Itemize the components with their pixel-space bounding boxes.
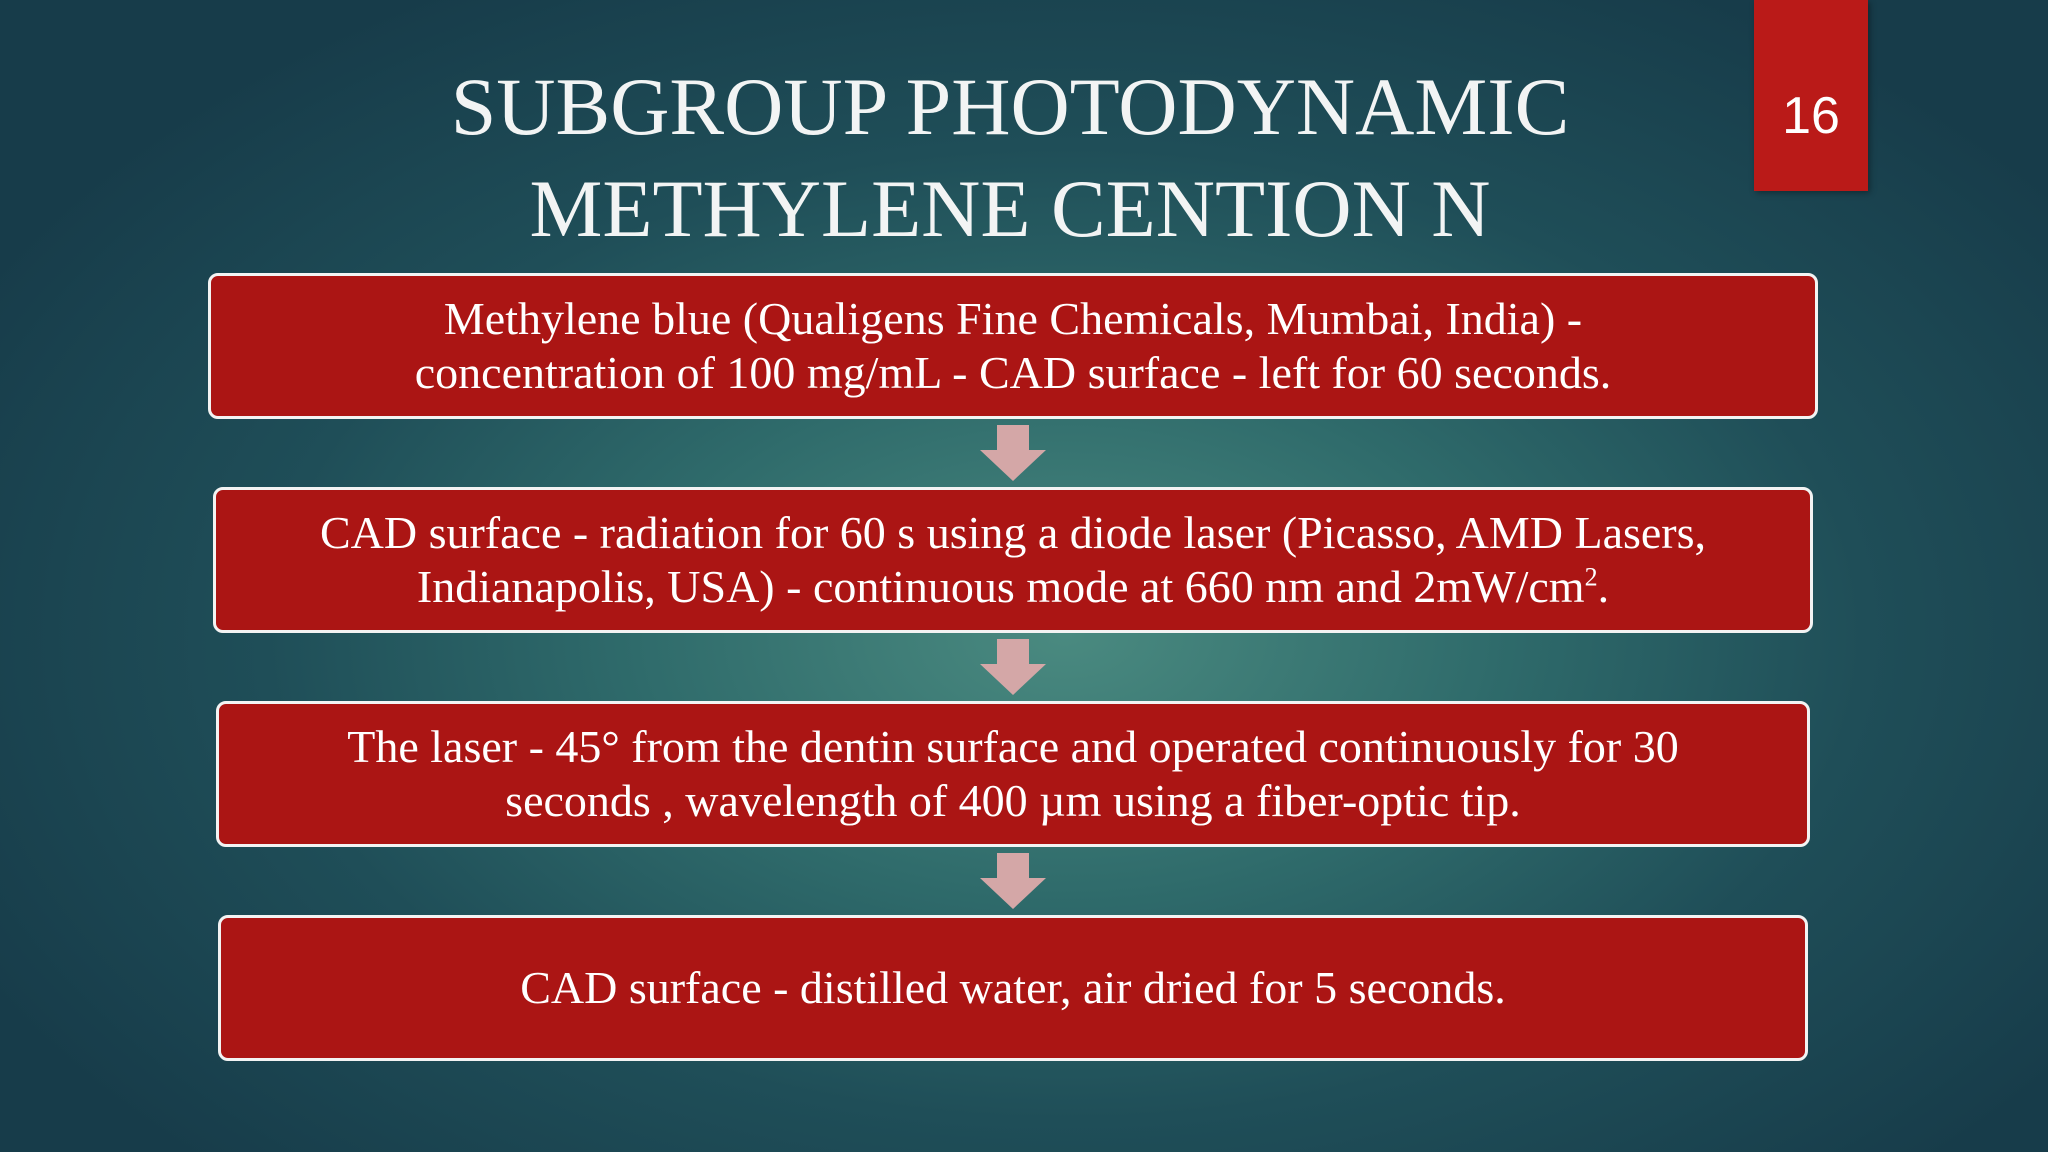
flow-step-4 <box>218 915 1808 1061</box>
flow-step-2-line-2-end: . <box>1597 561 1610 612</box>
flow-step-1 <box>208 273 1818 419</box>
flow-step-1-line-1: Methylene blue (Qualigens Fine Chemicals, Mumbai, India) - <box>443 293 1583 344</box>
superscript-2: 2 <box>1584 562 1598 592</box>
flow-step-4-line-1: CAD surface - distilled water, air dried for 5 seconds. <box>520 962 1506 1013</box>
down-arrow-icon <box>980 639 1046 695</box>
flow-step-2-line-2 <box>417 560 1609 614</box>
down-arrow-icon <box>980 853 1046 909</box>
flow-step-3-line-2: seconds , wavelength of 400 µm using a fiber-optic tip. <box>505 775 1521 826</box>
flow-step-3-line-1: The laser - 45° from the dentin surface and operated continuously for 30 <box>347 721 1679 772</box>
flow-step-2 <box>213 487 1813 633</box>
title-line-2: METHYLENE CENTION N <box>529 163 1491 254</box>
flow-step-2-line-2-text: Indianapolis, USA) - continuous mode at 660 nm and 2mW/cm <box>416 561 1585 612</box>
down-arrow-icon <box>980 425 1046 481</box>
page-number-badge <box>1754 0 1868 191</box>
flow-step-2-line-1: CAD surface - radiation for 60 s using a diode laser (Picasso, AMD Lasers, <box>319 507 1707 558</box>
title-line-1: SUBGROUP PHOTODYNAMIC <box>450 61 1570 152</box>
flow-step-3 <box>216 701 1810 847</box>
slide-title <box>300 56 1720 260</box>
page-number: 16 <box>1782 86 1840 145</box>
flow-step-1-line-2: concentration of 100 mg/mL - CAD surface - left for 60 seconds. <box>414 347 1612 398</box>
